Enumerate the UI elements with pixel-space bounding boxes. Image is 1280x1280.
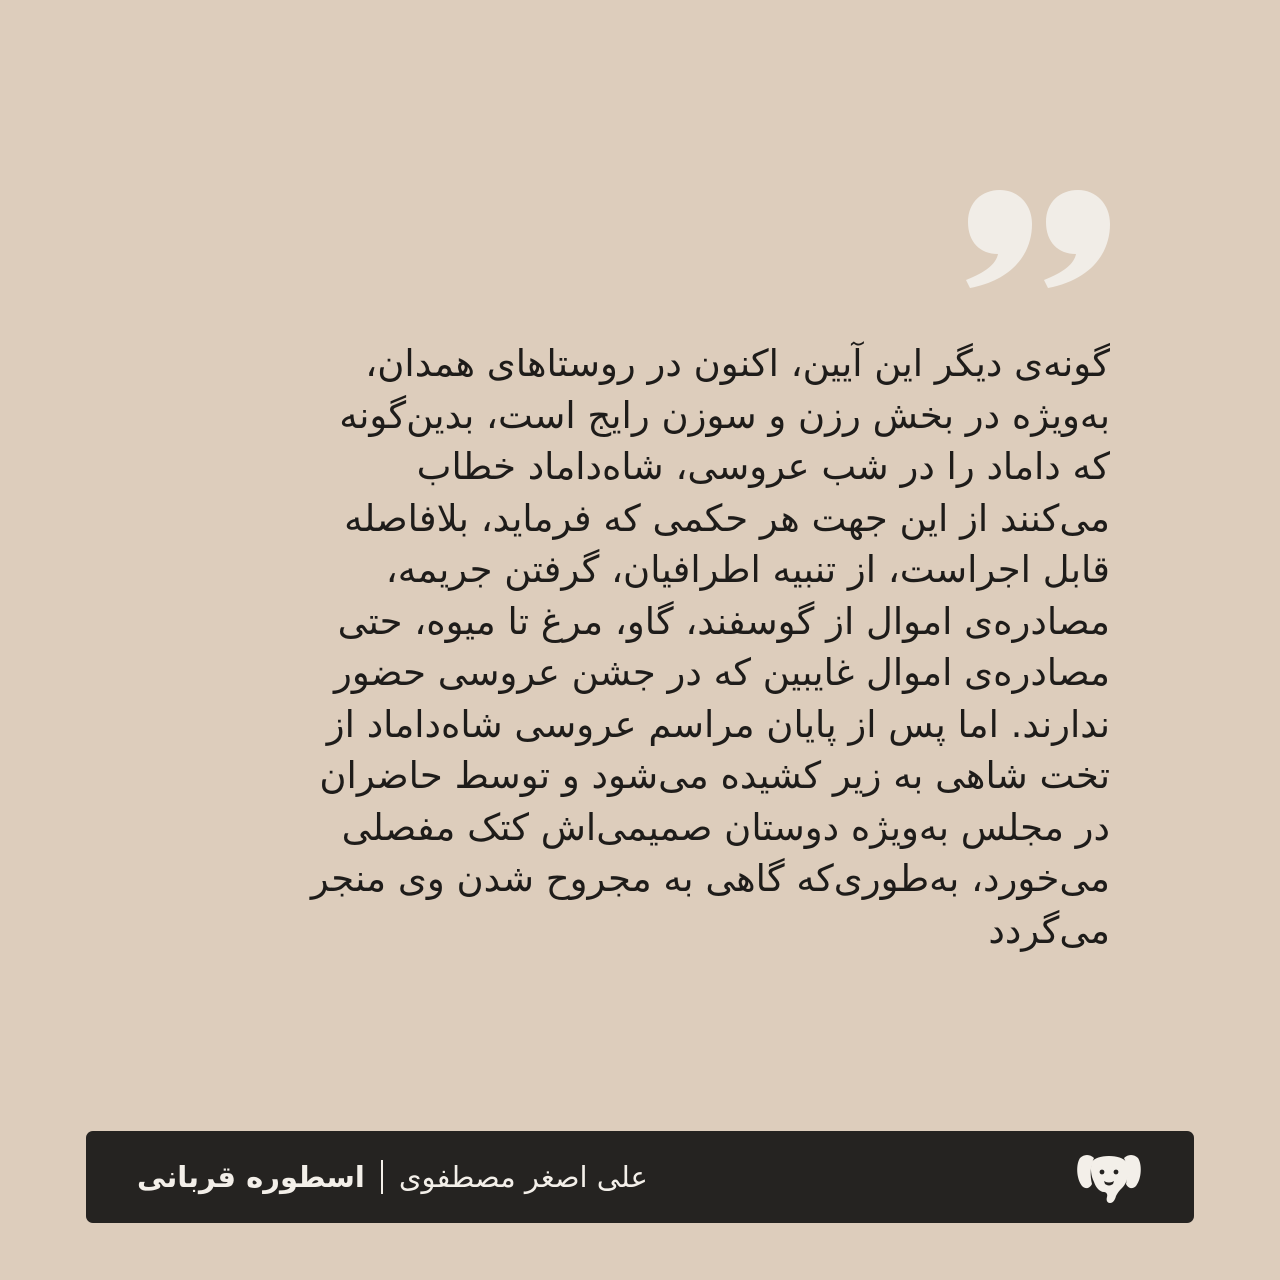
author-name: علی اصغر مصطفوی (398, 1160, 648, 1194)
quote-line: مصادره‌ی اموال غایبین که در جشن عروسی حضور (334, 651, 1110, 694)
quote-line: در مجلس به‌ویژه دوستان صمیمی‌اش کتک مفصلی (341, 805, 1110, 849)
quote-line: می‌کنند از این جهت هر حکمی که فرماید، بلافاصله (344, 496, 1110, 540)
quote-line: مصادره‌ی اموال از گوسفند، گاو، مرغ تا میوه، حتی (337, 599, 1110, 643)
quote-text (150, 338, 1110, 956)
footer-credit (137, 1150, 648, 1204)
quote-line: گونه‌ی دیگر این آیین، اکنون در روستاهای همدان، (365, 342, 1110, 385)
quote-line: ندارند. اما پس از پایان مراسم عروسی شاه‌داماد از (326, 702, 1110, 746)
quote-line: تخت شاهی به زیر کشیده می‌شود و توسط حاضران (319, 754, 1110, 797)
quote-line: که داماد را در شب عروسی، شاه‌داماد خطاب (416, 445, 1110, 488)
quotation-mark-icon (960, 182, 1120, 297)
quote-line: می‌گردد (988, 908, 1110, 952)
quote-line: قابل اجراست، از تنبیه اطرافیان، گرفتن جریمه، (385, 548, 1110, 591)
quote-line: به‌ویژه در بخش رزن و سوزن رایج است، بدین‌گونه (339, 393, 1110, 437)
elephant-icon (1074, 1148, 1144, 1206)
quote-line: می‌خورد، به‌طوری‌که گاهی به مجروح شدن وی منجر (310, 857, 1110, 900)
book-title: اسطوره قربانی (137, 1160, 365, 1194)
footer-divider (381, 1160, 383, 1194)
